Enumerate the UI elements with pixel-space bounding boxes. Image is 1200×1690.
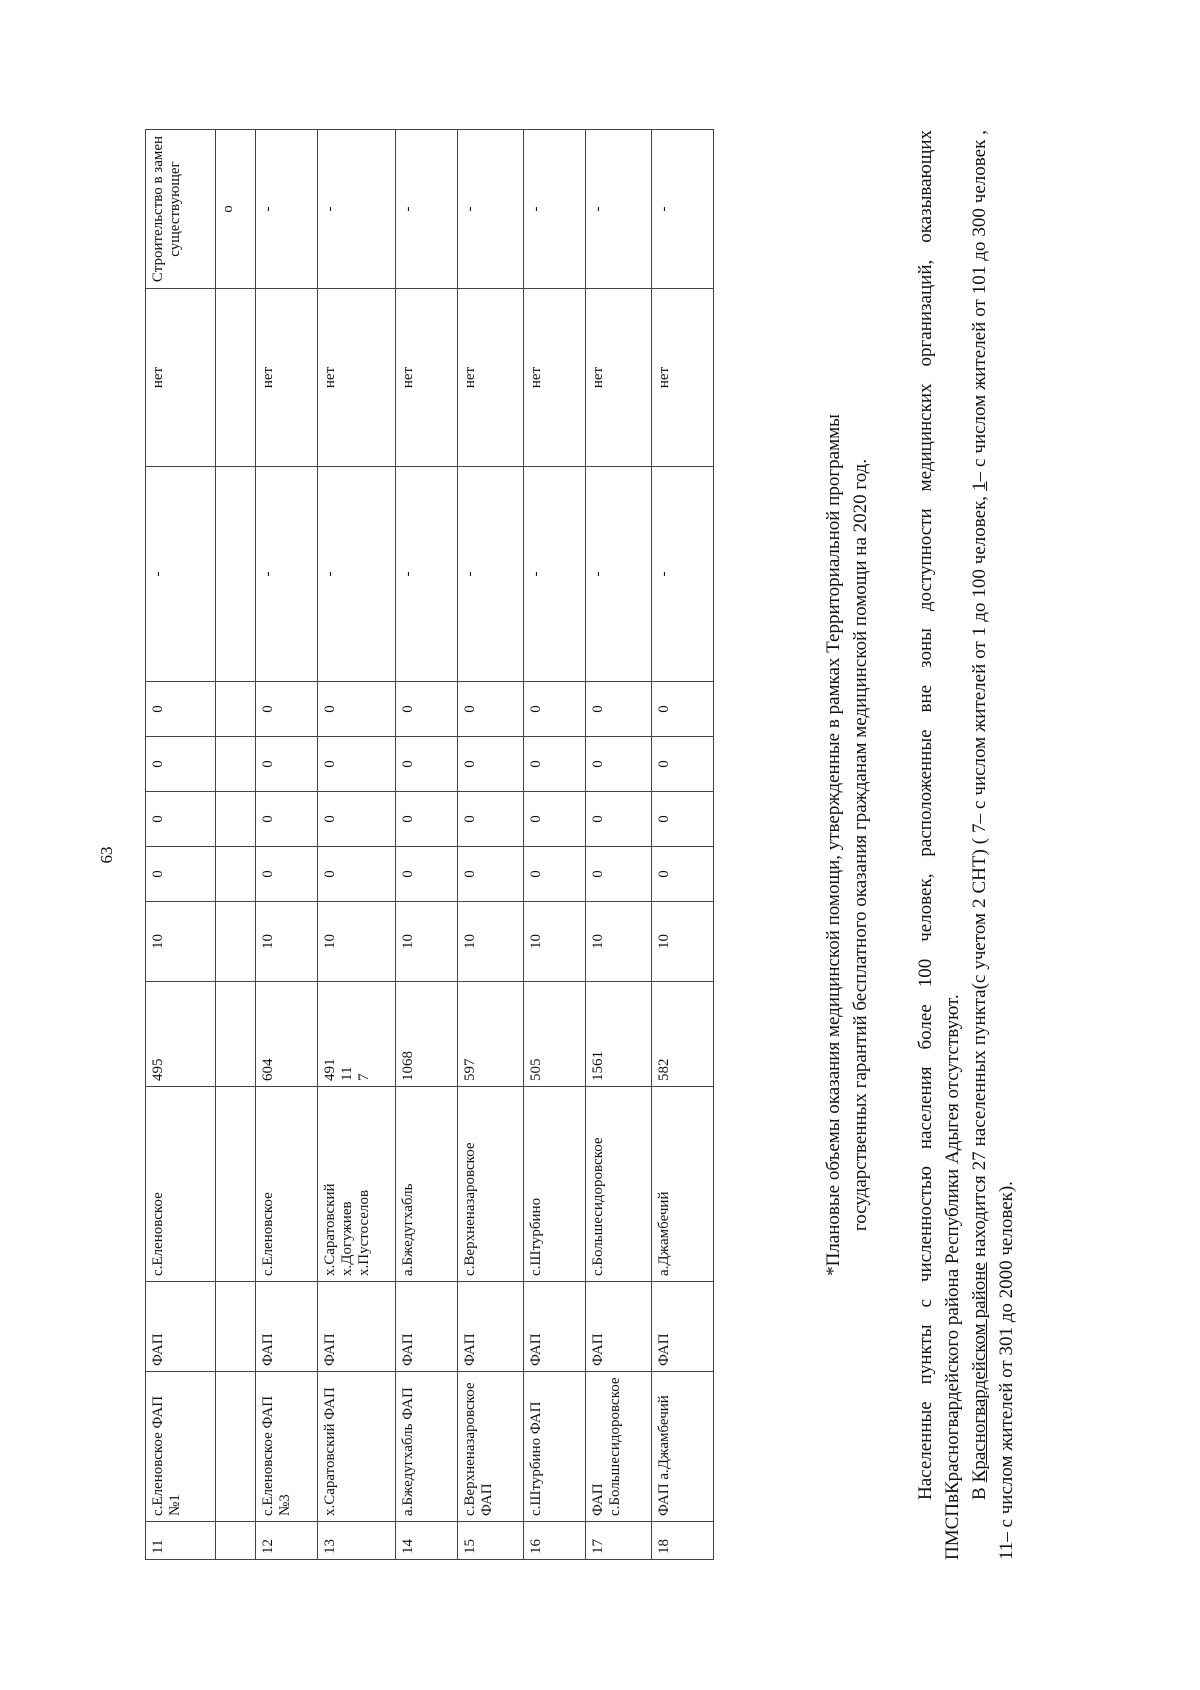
institution-name-cell: х.Саратовский ФАП [318,1372,396,1522]
settlements-item: х.Догужиев [339,1201,355,1276]
value-4-cell: 0 [458,682,524,737]
dash-cell: - [396,467,458,682]
construction-cell: о [216,130,256,289]
table-row [586,130,652,1560]
institution-name-cell: а.Бжедугхабль ФАП [396,1372,458,1522]
value-2-cell: 0 [318,792,396,847]
population-item: 7 [356,1073,372,1081]
distance-cell: 10 [396,902,458,982]
availability-cell: нет [586,289,652,467]
population-cell [396,982,458,1087]
table-row [216,130,256,1560]
value-1-cell: 0 [652,847,714,902]
para2-pre: В [969,1487,990,1500]
construction-cell: - [586,130,652,289]
population-item: 582 [656,1058,672,1081]
settlements-item: а.Бжедугхабль [400,1183,416,1276]
dash-cell: - [652,467,714,682]
institution-name-cell: с.Еленовское ФАП №1 [146,1372,216,1522]
value-2-cell [216,792,256,847]
value-3-cell: 0 [458,737,524,792]
dash-cell: - [146,467,216,682]
distance-cell: 10 [458,902,524,982]
para2-one: 1 [969,481,990,491]
paragraph-settlement-counts [966,130,1020,1560]
page-number: 63 [97,846,116,864]
settlements-item: а.Джамбечий [656,1191,672,1276]
value-1-cell: 0 [396,847,458,902]
distance-cell: 10 [146,902,216,982]
availability-cell: нет [524,289,586,467]
value-4-cell [216,682,256,737]
settlements-item: х.Пустоселов [356,1189,372,1276]
value-3-cell: 0 [586,737,652,792]
value-3-cell: 0 [396,737,458,792]
settlements-cell [256,1087,318,1282]
construction-cell: - [524,130,586,289]
institution-type-cell: ФАП [146,1282,216,1372]
distance-cell [216,902,256,982]
settlements-cell [216,1087,256,1282]
institution-name-cell: ФАП а.Джамбечий [652,1372,714,1522]
value-3-cell [216,737,256,792]
settlements-cell [458,1087,524,1282]
value-1-cell: 0 [586,847,652,902]
value-3-cell: 0 [256,737,318,792]
value-4-cell: 0 [652,682,714,737]
row-number-cell: 18 [652,1522,714,1560]
population-cell [524,982,586,1087]
population-cell [216,982,256,1087]
settlements-cell [146,1087,216,1282]
institution-name-cell: с.Штурбино ФАП [524,1372,586,1522]
value-1-cell: 0 [146,847,216,902]
row-number-cell: 14 [396,1522,458,1560]
table-row [318,130,396,1560]
availability-cell: нет [652,289,714,467]
table-row [146,130,216,1560]
para2-mid: находится 27 населенных пункта(с учетом 2 СНТ) ( 7– с числом жителей от 1 до 100 человек, [969,495,990,1258]
row-number-cell: 15 [458,1522,524,1560]
row-number-cell: 12 [256,1522,318,1560]
settlements-cell [318,1087,396,1282]
row-number-cell: 16 [524,1522,586,1560]
value-1-cell [216,847,256,902]
value-3-cell: 0 [146,737,216,792]
dash-cell: - [524,467,586,682]
availability-cell: нет [256,289,318,467]
availability-cell: нет [146,289,216,467]
population-item: 491 [322,1058,338,1081]
settlements-item: с.Еленовское [150,1192,166,1276]
table-row [458,130,524,1560]
table-row [652,130,714,1560]
institution-type-cell: ФАП [652,1282,714,1372]
value-4-cell: 0 [396,682,458,737]
value-2-cell: 0 [256,792,318,847]
settlements-cell [396,1087,458,1282]
population-cell [318,982,396,1087]
row-number-cell: 11 [146,1522,216,1560]
population-cell [146,982,216,1087]
population-item: 597 [462,1058,478,1081]
institution-name-cell: ФАП с.Большесидоровское [586,1372,652,1522]
table-row [524,130,586,1560]
distance-cell: 10 [524,902,586,982]
construction-cell: - [256,130,318,289]
construction-cell: - [318,130,396,289]
value-2-cell: 0 [652,792,714,847]
availability-cell: нет [396,289,458,467]
value-4-cell: 0 [146,682,216,737]
institution-type-cell: ФАП [318,1282,396,1372]
institution-type-cell: ФАП [586,1282,652,1372]
availability-cell [216,289,256,467]
value-4-cell: 0 [318,682,396,737]
settlements-item: с.Большесидоровское [590,1137,606,1276]
value-2-cell: 0 [586,792,652,847]
table-row [396,130,458,1560]
distance-cell: 10 [318,902,396,982]
settlements-cell [652,1087,714,1282]
distance-cell: 10 [652,902,714,982]
footnote-line-1: *Плановые объемы оказания медицинской помощи, утвержденные в рамках Территориальной программы [823,414,844,1276]
construction-cell: - [396,130,458,289]
value-2-cell: 0 [396,792,458,847]
dash-cell [216,467,256,682]
population-cell [458,982,524,1087]
para2-district: Красногвардейском районе [969,1262,990,1483]
footnote-line-2: государственных гарантий бесплатного оказания гражданам медицинской помощи на 2020 год. [850,458,871,1232]
value-3-cell: 0 [524,737,586,792]
notes-section [820,130,1020,1560]
availability-cell: нет [458,289,524,467]
value-2-cell: 0 [146,792,216,847]
population-item: 505 [528,1058,544,1081]
settlements-item: с.Штурбино [528,1197,544,1276]
availability-cell: нет [318,289,396,467]
value-1-cell: 0 [458,847,524,902]
value-1-cell: 0 [318,847,396,902]
value-4-cell: 0 [586,682,652,737]
row-number-cell: 13 [318,1522,396,1560]
population-item: 604 [260,1058,276,1081]
construction-cell: - [652,130,714,289]
distance-cell: 10 [586,902,652,982]
settlements-table [145,129,714,1560]
value-3-cell: 0 [652,737,714,792]
institution-name-cell: с.Верхненазаровское ФАП [458,1372,524,1522]
institution-type-cell [216,1282,256,1372]
para2-end: – с числом жителей от 101 до 300 человек , 11– с числом жителей от 301 до 2000 человек). [969,129,1017,1560]
population-cell [256,982,318,1087]
value-2-cell: 0 [524,792,586,847]
value-4-cell: 0 [524,682,586,737]
population-item: 1561 [590,1051,606,1081]
settlements-item: х.Саратовский [322,1183,338,1276]
settlements-item: с.Еленовское [260,1192,276,1276]
construction-cell: - [458,130,524,289]
dash-cell: - [586,467,652,682]
population-item: 495 [150,1058,166,1081]
institution-type-cell: ФАП [256,1282,318,1372]
dash-cell: - [256,467,318,682]
population-cell [586,982,652,1087]
institution-type-cell: ФАП [524,1282,586,1372]
value-2-cell: 0 [458,792,524,847]
population-item: 1068 [400,1051,416,1081]
paragraph-settlements-outside-zone: Населенные пункты с численностью населения более 100 человек, расположенные вне зоны доступности медицинских организаций, оказывающих ПМСПвКрасногвардейского района Республики Адыгея отсутствуют. [915,130,963,1560]
institution-name-cell: с.Еленовское ФАП №3 [256,1372,318,1522]
value-3-cell: 0 [318,737,396,792]
institution-name-cell [216,1372,256,1522]
population-item: 11 [339,1066,355,1081]
value-1-cell: 0 [256,847,318,902]
settlements-cell [524,1087,586,1282]
value-4-cell: 0 [256,682,318,737]
settlements-cell [586,1087,652,1282]
rotated-content [70,130,1130,1560]
dash-cell: - [318,467,396,682]
dash-cell: - [458,467,524,682]
settlements-item: с.Верхненазаровское [462,1142,478,1276]
table-row [256,130,318,1560]
population-cell [652,982,714,1087]
institution-type-cell: ФАП [458,1282,524,1372]
value-1-cell: 0 [524,847,586,902]
row-number-cell [216,1522,256,1560]
distance-cell: 10 [256,902,318,982]
construction-cell: Строительство в замен существующег [146,130,216,289]
row-number-cell: 17 [586,1522,652,1560]
institution-type-cell: ФАП [396,1282,458,1372]
